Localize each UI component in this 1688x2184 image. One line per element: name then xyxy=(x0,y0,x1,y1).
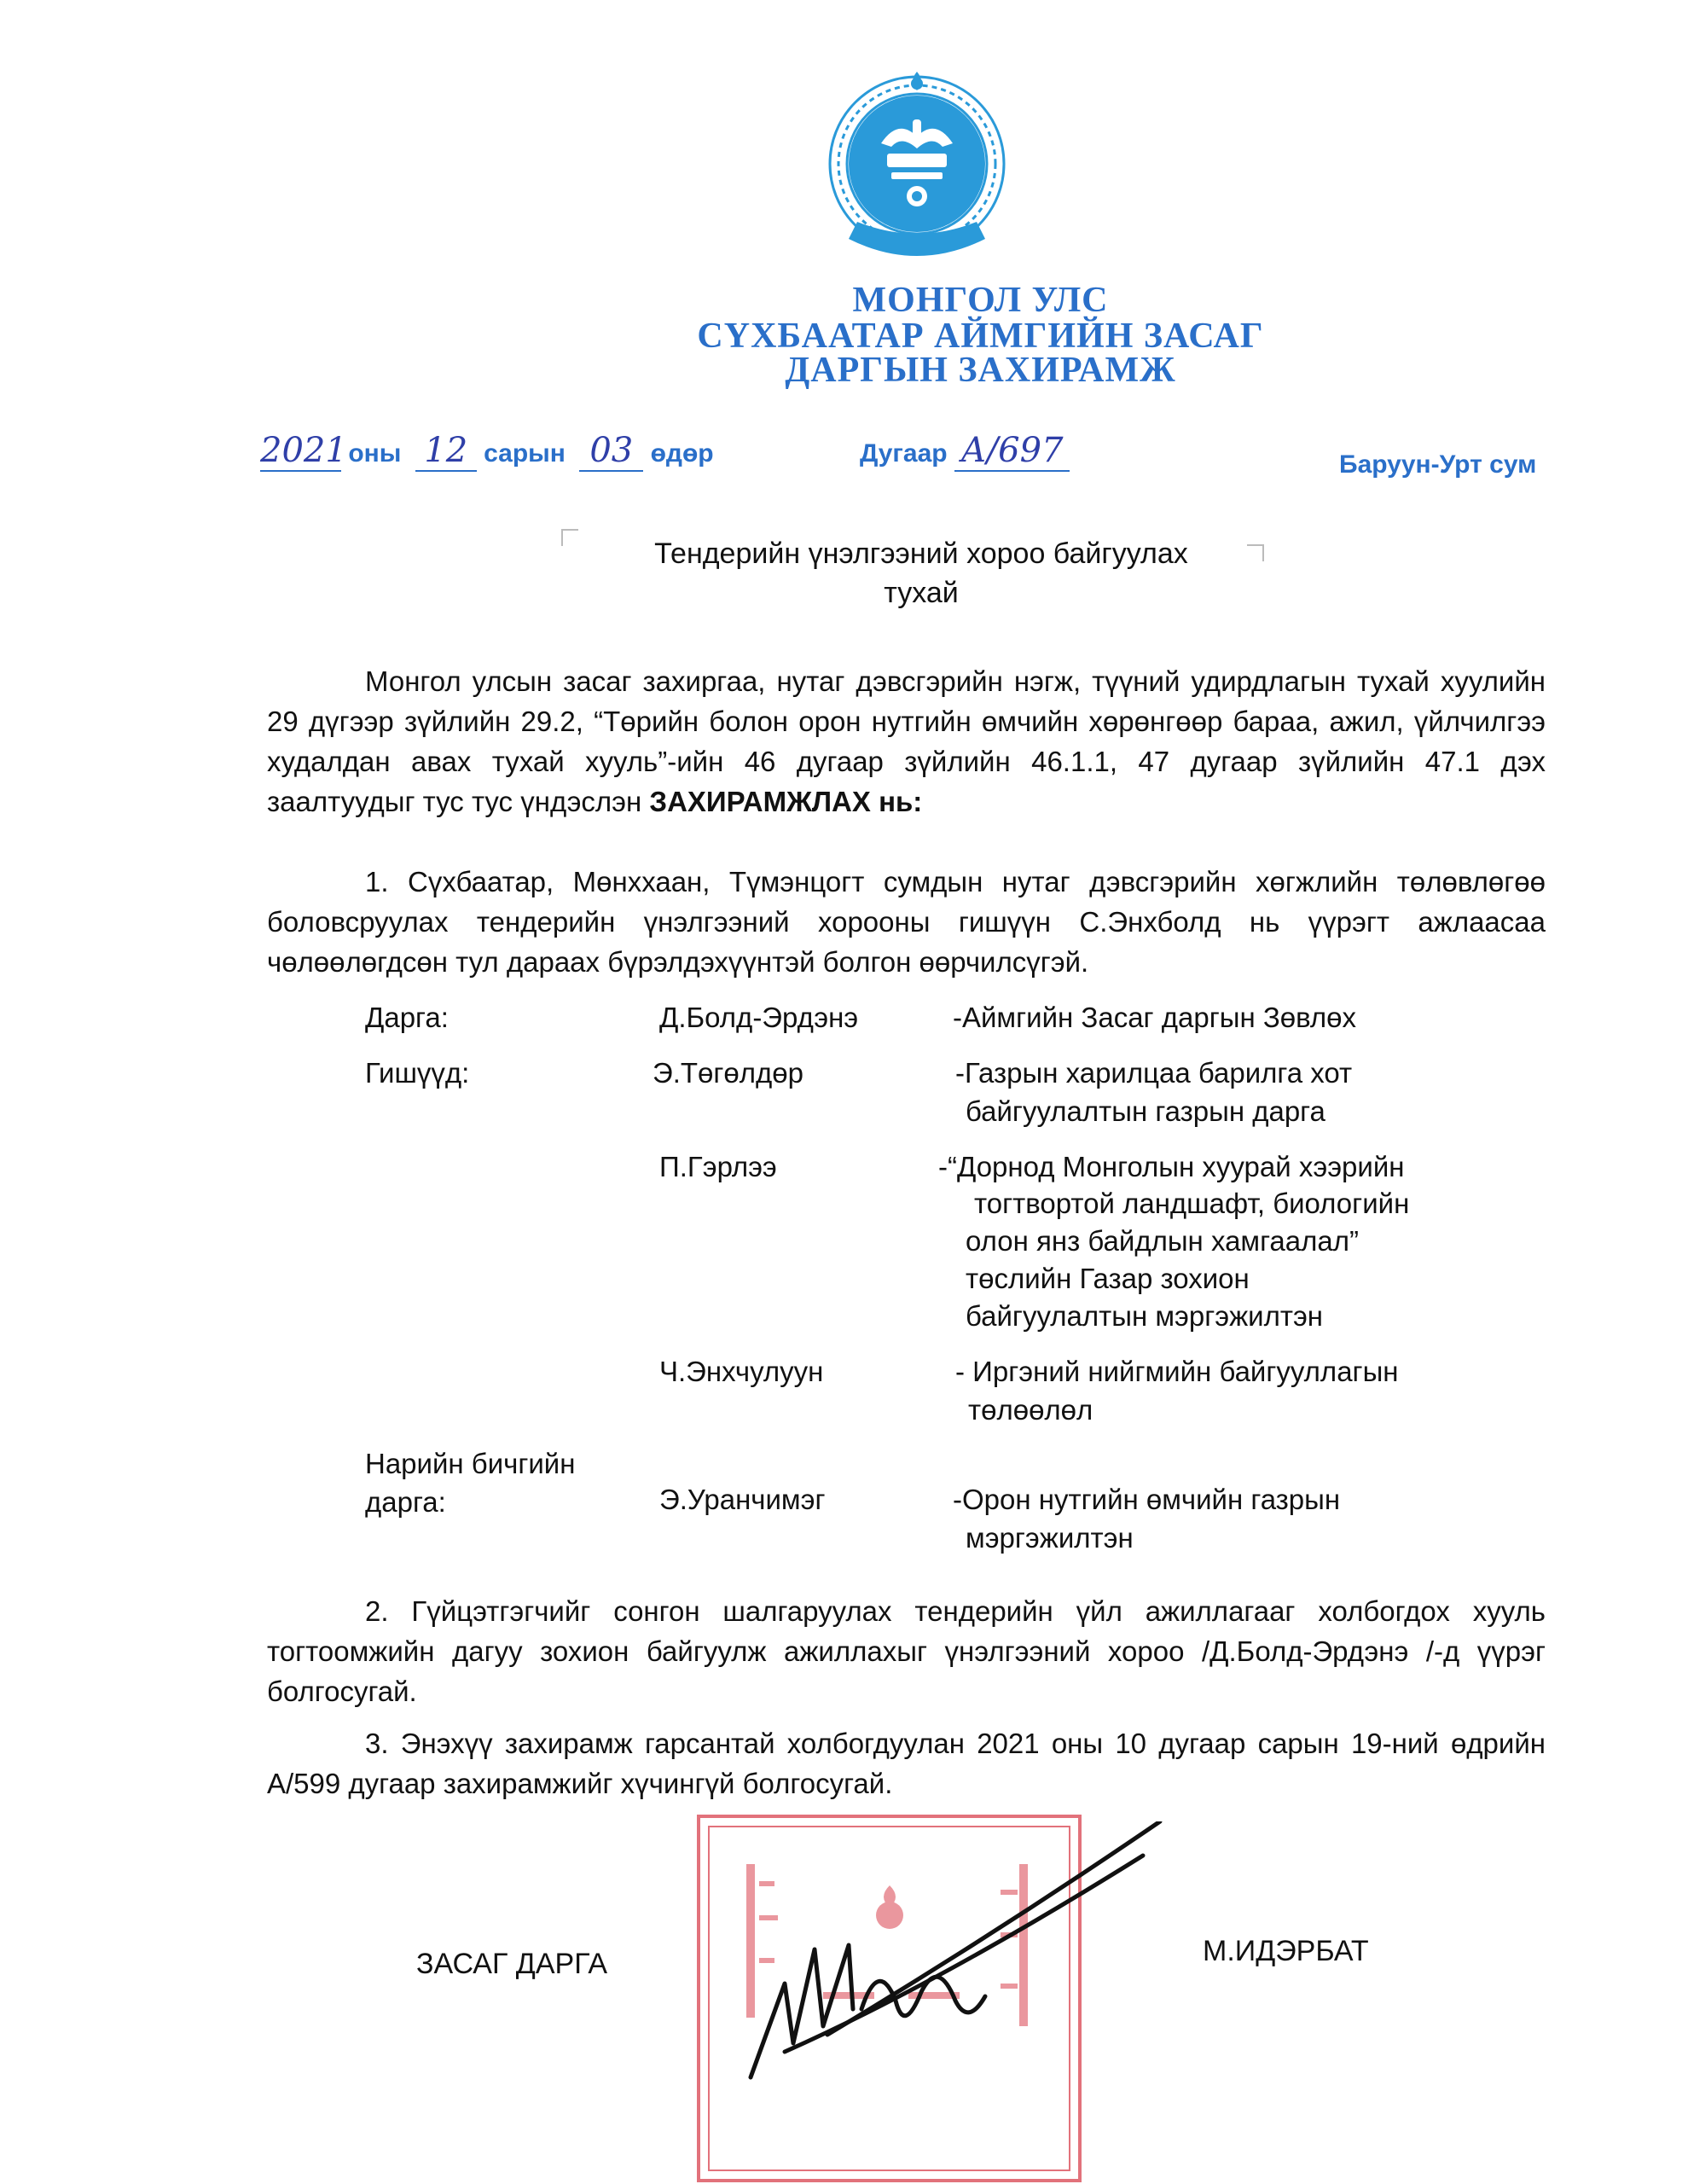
item-2: 2. Гүйцэтгэгчийг сонгон шалгаруулах тендерийн үйл ажиллагааг холбогдох хууль тогтоомжийн дагуу зохион байгуулж ажиллахыг үнэлгээний хороо /Д.Болд-Эрдэнэ /-д үүрэг болгосугай. xyxy=(267,1595,1546,1707)
member-position: төслийн Газар зохион xyxy=(966,1263,1250,1294)
header-country: МОНГОЛ УЛС xyxy=(852,281,1109,320)
document-title-line2: тухай xyxy=(884,577,959,609)
date-month: 12 xyxy=(415,431,477,472)
member-position: байгуулалтын мэргэжилтэн xyxy=(966,1300,1324,1332)
header-province: СҮХБААТАР АЙМГИЙН ЗАСАГ xyxy=(697,317,1264,356)
member-position: -“Дорнод Монголын хуурай хээрийн xyxy=(938,1151,1405,1182)
state-emblem-icon xyxy=(815,68,1019,273)
member-name: Э.Уранчимэг xyxy=(659,1484,826,1515)
date-year: 2021 xyxy=(260,431,347,470)
member-position: - Иргэний нийгмийн байгууллагын xyxy=(955,1356,1399,1387)
handwritten-signature-icon xyxy=(734,1821,1177,2103)
date-day-label: өдөр xyxy=(650,439,714,468)
decree-word: ЗАХИРАМЖЛАХ нь: xyxy=(649,786,923,817)
member-position: төлөөлөл xyxy=(968,1394,1093,1426)
member-position: олон янз байдлын хамгаалал” xyxy=(966,1225,1359,1257)
member-name: Д.Болд-Эрдэнэ xyxy=(659,1002,859,1033)
preamble-paragraph xyxy=(267,661,1546,822)
member-role: Нарийн бичгийн xyxy=(365,1448,576,1479)
member-name: П.Гэрлээ xyxy=(659,1151,777,1182)
member-position: мэргэжилтэн xyxy=(966,1522,1134,1554)
preamble-text: Монгол улсын засаг захиргаа, нутаг дэвсгэрийн нэгж, түүний удирдлагын тухай хуулийн 29 дүгээр зүйлийн 29.2, “Төрийн болон орон нутгийн өмчийн хөрөнгөөр бараа, ажил, үйлчилгээ худалдан авах тухай хууль”-ийн 46 дугаар зүйлийн 46.1.1, 47 дугаар зүйлийн 47.1 дэх заалтуудыг тус тус үндэслэн xyxy=(267,665,1546,817)
member-name: Ч.Энхчулуун xyxy=(659,1356,824,1387)
signatory-title: ЗАСАГ ДАРГА xyxy=(416,1948,608,1980)
document-number xyxy=(860,431,1070,472)
member-role: дарга: xyxy=(365,1486,446,1518)
member-role: Гишүүд: xyxy=(365,1057,470,1089)
date-month-label: сарын xyxy=(484,439,566,468)
item-1: 1. Сүхбаатар, Мөнххаан, Түмэнцогт сумдын нутаг дэвсгэрийн хөгжлийн төлөвлөгөө боловсруулах тендерийн үнэлгээний хорооны гишүүн С.Энхболд нь үүрэгт ажлаасаа чөлөөлөгдсөн тул дараах бүрэлдэхүүнтэй болгон өөрчилсүгэй. xyxy=(267,866,1546,978)
member-position: -Газрын харилцаа барилга хот xyxy=(955,1057,1353,1089)
member-role: Дарга: xyxy=(365,1002,449,1033)
document-title: Тендерийн үнэлгээний хороо байгуулах xyxy=(654,537,1188,570)
header-document-type: ДАРГЫН ЗАХИРАМЖ xyxy=(785,351,1176,390)
member-position: байгуулалтын газрын дарга xyxy=(966,1095,1325,1127)
member-position: -Орон нутгийн өмчийн газрын xyxy=(953,1484,1341,1515)
item-3: 3. Энэхүү захирамж гарсантай холбогдуулан 2021 оны 10 дугаар сарын 19-ний өдрийн А/599 дугаар захирамжийг хүчингүй болгосугай. xyxy=(267,1728,1546,1799)
member-name: Э.Төгөлдөр xyxy=(653,1057,804,1089)
place: Баруун-Урт сум xyxy=(1339,450,1537,479)
member-position: тогтвортой ландшафт, биологийн xyxy=(974,1188,1410,1219)
date-year-label: оны xyxy=(348,439,402,468)
member-position: -Аймгийн Засаг даргын Зөвлөх xyxy=(953,1002,1357,1033)
signatory-name: М.ИДЭРБАТ xyxy=(1203,1935,1369,1967)
date-block xyxy=(260,431,714,472)
date-day: 03 xyxy=(579,431,643,472)
number-value: А/697 xyxy=(954,431,1070,472)
number-label: Дугаар xyxy=(860,439,948,468)
